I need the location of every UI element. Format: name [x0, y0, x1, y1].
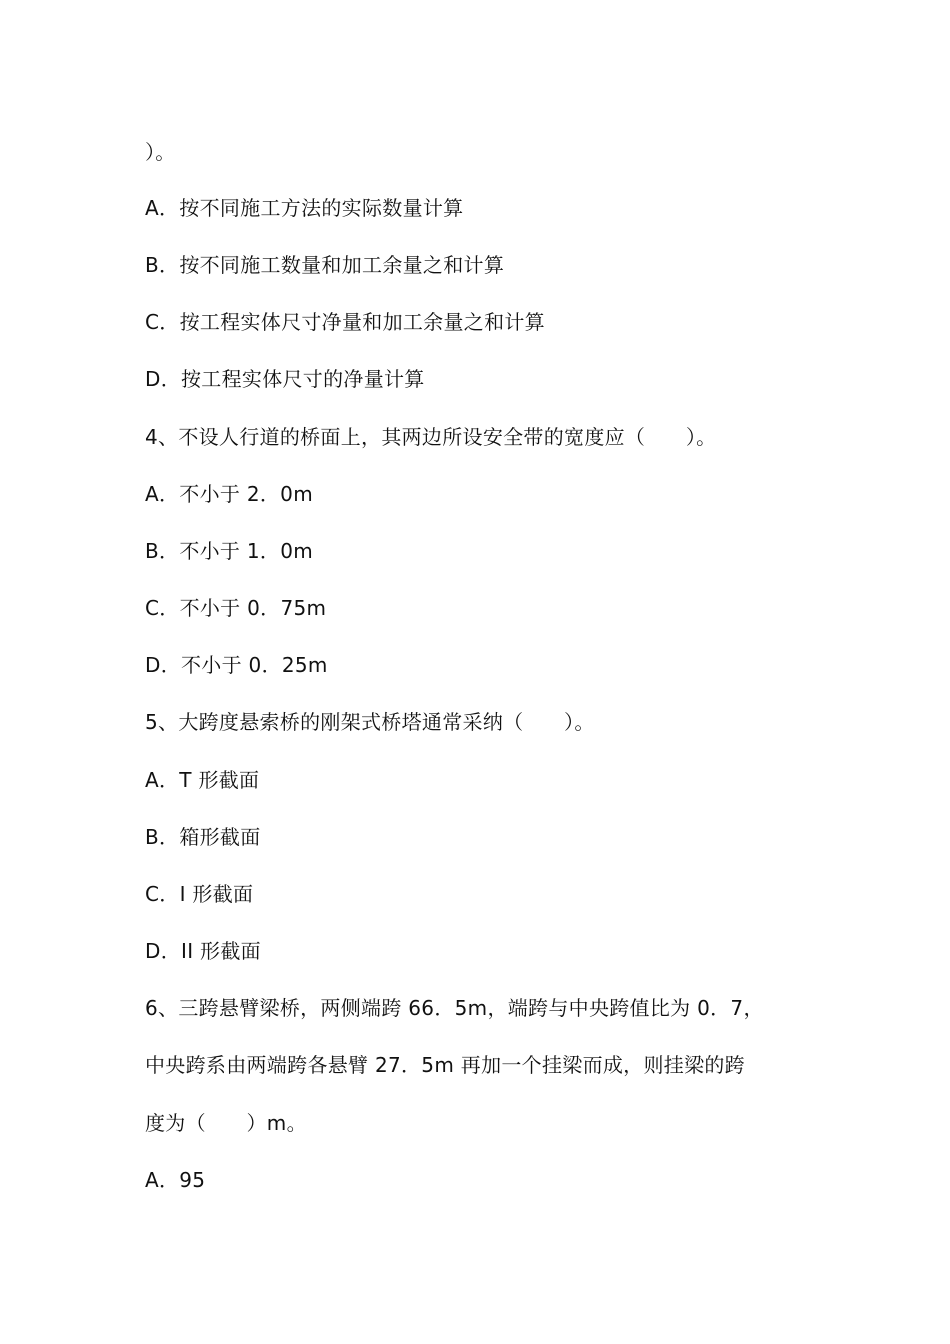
q5-option-a: A．T 形截面: [145, 768, 260, 792]
q4-option-b: B．不小于 1．0m: [145, 539, 314, 563]
q4-option-d: D．不小于 0．25m: [145, 653, 328, 677]
q3-option-d: D．按工程实体尺寸的净量计算: [145, 367, 425, 391]
q5-option-c: C．I 形截面: [145, 882, 254, 906]
question-6-line-2: 中央跨系由两端跨各悬臂 27．5m 再加一个挂梁而成，则挂梁的跨: [145, 1053, 745, 1077]
question-6-line-1: 6、三跨悬臂梁桥，两侧端跨 66．5m，端跨与中央跨值比为 0．7，: [145, 996, 764, 1020]
q3-option-c: C．按工程实体尺寸净量和加工余量之和计算: [145, 310, 545, 334]
q5-option-d: D．II 形截面: [145, 939, 261, 963]
q6-option-a: A．95: [145, 1168, 206, 1192]
question-6-line-3: 度为（ ）m。: [145, 1111, 307, 1135]
q3-option-a: A．按不同施工方法的实际数量计算: [145, 196, 464, 220]
q5-option-b: B．箱形截面: [145, 825, 261, 849]
q3-option-b: B．按不同施工数量和加工余量之和计算: [145, 253, 505, 277]
question-5: 5、大跨度悬索桥的刚架式桥塔通常采纳（ ）。: [145, 710, 595, 734]
q4-option-c: C．不小于 0．75m: [145, 596, 327, 620]
text-line-option-continuation: ）。: [145, 140, 176, 164]
question-4: 4、不设人行道的桥面上，其两边所设安全带的宽度应（ ）。: [145, 425, 717, 449]
q4-option-a: A．不小于 2．0m: [145, 482, 313, 506]
